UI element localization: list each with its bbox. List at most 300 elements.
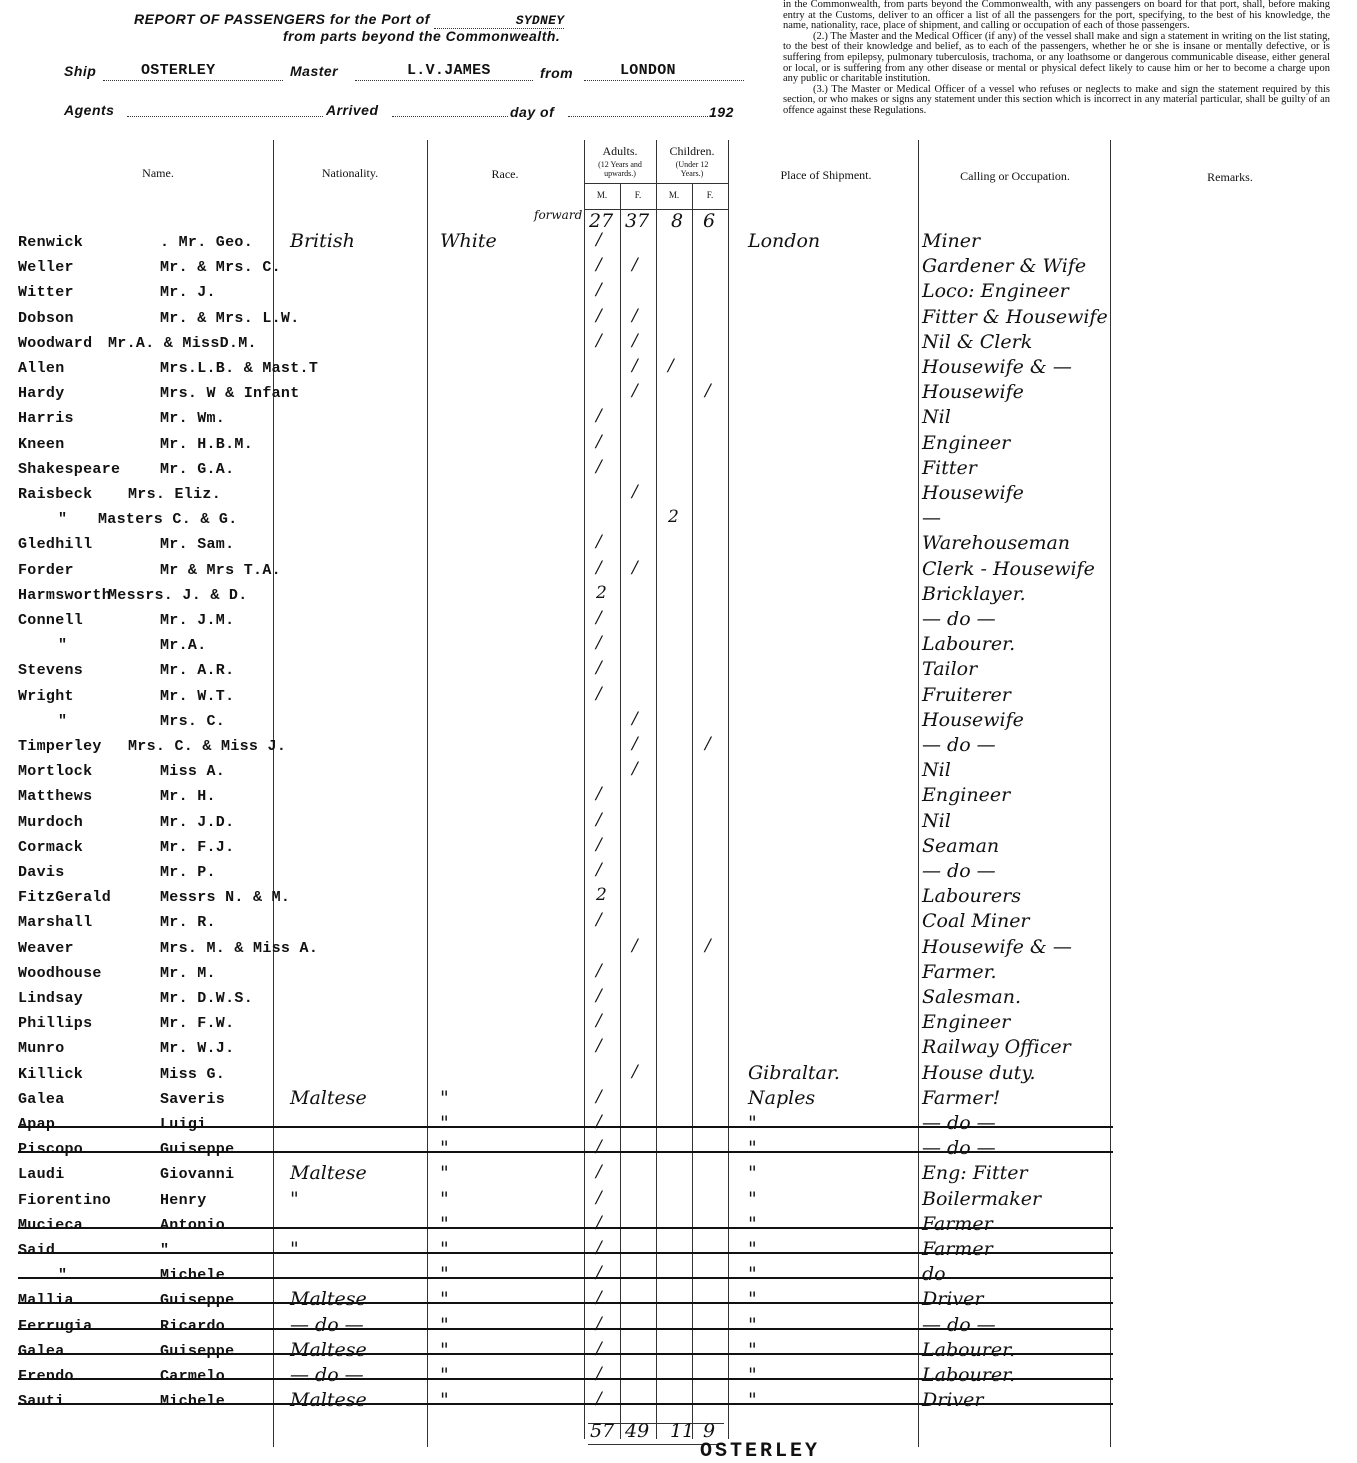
given-name: Mrs. M. & Miss A. (160, 939, 319, 957)
adults-m: / (596, 608, 602, 628)
given-name: Mrs. Eliz. (128, 486, 222, 503)
adults-f: / (632, 356, 638, 376)
adults-m: / (596, 456, 602, 477)
strike-line (18, 1252, 1113, 1254)
race: " (440, 1187, 449, 1210)
surname: Kneen (18, 435, 65, 453)
adults-m: / (596, 557, 602, 578)
place-of-shipment: " (748, 1288, 757, 1311)
nationality: Maltese (290, 1162, 367, 1185)
surname: Fiorentino (18, 1191, 112, 1209)
table-row (0, 456, 1357, 484)
occupation: Eng: Fitter (922, 1162, 1028, 1185)
master-value: L.V.JAMES (407, 62, 491, 79)
adults-m: / (596, 1212, 602, 1233)
occupation: Bricklayer. (922, 582, 1026, 605)
given-name: Antonio (160, 1216, 226, 1234)
table-row (0, 1366, 1357, 1391)
surname: " (58, 637, 68, 655)
given-name: Mr. & Mrs. C. (160, 259, 281, 277)
surname: Ferrugia (18, 1317, 93, 1335)
adults-m: 2 (596, 885, 607, 906)
occupation: Gardener & Wife (922, 255, 1087, 278)
surname: " (58, 712, 68, 730)
table-row (0, 1338, 1357, 1366)
ship-value: OSTERLEY (141, 62, 216, 79)
children-f: / (705, 935, 711, 956)
table-row (0, 1164, 1357, 1189)
surname: Phillips (18, 1015, 93, 1033)
place-of-shipment: " (748, 1137, 757, 1160)
adults-f: / (632, 734, 638, 754)
adults-m: / (596, 1112, 602, 1132)
adults-m: / (596, 230, 602, 250)
occupation: Miner (922, 230, 981, 252)
surname: FitzGerald (18, 889, 112, 907)
footer-ship-stamp: OSTERLEY (700, 1440, 821, 1463)
master-label: Master (290, 63, 339, 79)
surname: Said (18, 1242, 56, 1259)
race: " (440, 1288, 449, 1311)
adults-m: / (596, 280, 602, 301)
surname: Raisbeck (18, 486, 93, 503)
col-place: Place of Shipment. (780, 168, 872, 182)
given-name: Mr. J.D. (160, 813, 235, 831)
col-children-f: F. (706, 190, 714, 200)
surname: Allen (18, 360, 65, 377)
adults-m: / (596, 860, 602, 880)
adults-m: / (596, 305, 602, 326)
given-name: Mrs. C. & Miss J. (128, 738, 287, 755)
surname: Forder (18, 561, 74, 579)
given-name: Guiseppe (160, 1292, 235, 1310)
occupation: Seaman (922, 834, 1000, 857)
given-name: Mr. J.M. (160, 612, 235, 629)
adults-m: / (596, 1364, 602, 1384)
table-row (0, 912, 1357, 937)
occupation: Farmer (922, 1238, 993, 1260)
table-row (0, 557, 1357, 585)
given-name: Mr. Sam. (160, 536, 235, 554)
occupation: Fruiterer (922, 683, 1011, 706)
occupation: Nil (922, 759, 951, 782)
agents-field (127, 100, 323, 117)
port-value: SYDNEY (515, 13, 565, 28)
given-name: Mr. F.J. (160, 838, 235, 856)
adults-m: / (596, 1162, 602, 1183)
given-name: Mr & Mrs T.A. (160, 561, 281, 579)
adults-f: / (632, 557, 638, 578)
occupation: — do — (922, 1112, 996, 1134)
surname: Shakespeare (18, 460, 121, 478)
legal-p3: (3.) The Master or Medical Officer of a vessel who refuses or neglects to make and sign the statement required by this section, or who makes or signs any statement under this section which is incorrect in any material particular, shall be guilty of an offence against these Regulations. (783, 83, 1330, 116)
strike-line (18, 1353, 1113, 1355)
given-name: Messrs N. & M. (160, 889, 291, 907)
given-name: Mr. H. (160, 788, 216, 806)
surname: Frendo (18, 1368, 74, 1385)
surname: Marshall (18, 914, 93, 932)
occupation: Farmer (922, 1212, 993, 1235)
surname: Mortlock (18, 763, 93, 781)
surname: " (58, 511, 68, 529)
adults-f: / (632, 482, 638, 502)
table-row (0, 660, 1357, 685)
table-row (0, 809, 1357, 837)
table-row (0, 960, 1357, 988)
table-row (0, 761, 1357, 786)
nationality: Maltese (290, 1389, 367, 1412)
occupation: Driver (922, 1389, 984, 1412)
given-name: Mr. W.T. (160, 687, 235, 705)
table-row (0, 232, 1357, 257)
race: " (440, 1364, 449, 1386)
arrived-field (392, 100, 508, 117)
occupation: Labourer. (922, 1364, 1016, 1386)
given-name: Henry (160, 1191, 207, 1209)
adults-f: / (632, 255, 638, 276)
race: " (440, 1238, 449, 1260)
given-name: Saveris (160, 1090, 226, 1108)
strike-line (18, 1302, 1113, 1304)
given-name: Masters C. & G. (98, 511, 238, 529)
nationality: Maltese (290, 1338, 367, 1361)
occupation: Nil (922, 809, 951, 832)
adults-f: / (632, 330, 638, 351)
place-of-shipment: " (748, 1313, 757, 1336)
occupation: — (922, 507, 941, 530)
adults-m: / (596, 1263, 602, 1284)
table-row (0, 1265, 1357, 1290)
surname: Apap (18, 1116, 56, 1133)
occupation: — do — (922, 734, 996, 756)
adults-m: / (596, 1288, 602, 1309)
given-name: Mr. A.R. (160, 662, 235, 680)
surname: Cormack (18, 838, 84, 856)
table-row (0, 683, 1357, 711)
place-of-shipment: London (748, 230, 821, 252)
race: " (440, 1162, 449, 1185)
children-f: / (705, 734, 711, 754)
from-label: from (540, 65, 574, 81)
adults-m: / (596, 1011, 602, 1032)
place-of-shipment: " (748, 1162, 757, 1185)
given-name: Guiseppe (160, 1342, 235, 1360)
from-value: LONDON (620, 62, 676, 79)
given-name: Carmelo (160, 1368, 226, 1385)
master-field (355, 62, 533, 81)
col-nationality: Nationality. (321, 166, 379, 180)
table-row (0, 1038, 1357, 1063)
given-name: Mr.A. & MissD.M. (108, 334, 257, 352)
adults-m: / (596, 1338, 602, 1359)
adults-m: / (596, 960, 602, 981)
surname: Woodhouse (18, 964, 102, 982)
strike-line (18, 1151, 1113, 1153)
col-adults: Adults. (602, 144, 638, 158)
nationality: British (290, 230, 355, 252)
surname: Davis (18, 864, 65, 881)
adults-m: / (596, 255, 602, 276)
given-name: Mr. D.W.S. (160, 990, 254, 1007)
header-rule-adults (584, 183, 728, 184)
legal-p1: in the Commonwealth, from parts beyond the Commonwealth, with any passengers on board for that port, shall, before making entry at the Customs, deliver to an officer a list of all the passengers for the port, specifying, to the best of his knowledge, the name, nationality, race, place of shipment, and calling or occupation of each of those passengers. (783, 0, 1330, 32)
table-row (0, 509, 1357, 534)
adults-f: / (632, 381, 638, 402)
surname: Mallia (18, 1292, 74, 1310)
place-of-shipment: Naples (748, 1086, 816, 1109)
occupation: Housewife (922, 381, 1024, 404)
col-adults-f: F. (634, 190, 642, 200)
table-row (0, 736, 1357, 761)
adults-m: / (596, 1137, 602, 1158)
occupation: Labourers (922, 885, 1021, 908)
adults-m: / (596, 683, 602, 704)
occupation: Farmer. (922, 960, 997, 983)
given-name: Mr. F.W. (160, 1015, 235, 1033)
table-row (0, 1212, 1357, 1240)
surname: " (58, 1267, 68, 1285)
given-name: Ricardo (160, 1317, 226, 1335)
adults-m: 2 (596, 582, 607, 603)
strike-line (18, 1227, 1113, 1229)
table-row (0, 1013, 1357, 1038)
table-row (0, 635, 1357, 660)
occupation: Boilermaker (922, 1187, 1042, 1210)
adults-m: / (596, 658, 602, 679)
occupation: Driver (922, 1288, 984, 1311)
forward-children-m: 8 (671, 210, 684, 232)
race: " (440, 1086, 449, 1109)
occupation: Farmer! (922, 1086, 1001, 1109)
occupation: Housewife & — (922, 935, 1072, 958)
adults-m: / (596, 330, 602, 351)
nationality: — do — (290, 1313, 364, 1336)
col-race: Race. (491, 167, 519, 181)
surname: Stevens (18, 662, 84, 680)
surname: Matthews (18, 788, 93, 806)
strike-line (18, 1328, 1113, 1330)
strike-line (18, 1126, 1113, 1128)
given-name: Mrs.L.B. & Mast.T (160, 360, 319, 377)
year-value: 192 (709, 104, 734, 120)
surname: Dobson (18, 309, 74, 327)
occupation: Salesman. (922, 986, 1022, 1008)
surname: Mucieca (18, 1216, 84, 1234)
given-name: Mr. & Mrs. L.W. (160, 309, 300, 327)
adults-m: / (596, 1238, 602, 1258)
table-row (0, 257, 1357, 282)
adults-m: / (596, 1187, 602, 1208)
adults-m: / (596, 1086, 602, 1107)
nationality: Maltese (290, 1086, 367, 1109)
given-name: Mr. G.A. (160, 460, 235, 478)
surname: Hardy (18, 385, 65, 403)
surname: Galea (18, 1342, 65, 1360)
table-row (0, 282, 1357, 307)
total-adults-m: 57 (590, 1420, 615, 1442)
ship-label: Ship (64, 63, 97, 79)
surname: Harris (18, 410, 74, 428)
strike-line (18, 1403, 1113, 1405)
table-row (0, 408, 1357, 433)
given-name: Guiseppe (160, 1141, 235, 1159)
col-name: Name. (142, 166, 174, 180)
table-row (0, 1240, 1357, 1265)
surname: Piscopo (18, 1141, 84, 1159)
forward-adults-m: 27 (589, 210, 614, 232)
strike-line (18, 1277, 1113, 1279)
table-row (0, 484, 1357, 509)
given-name: Luigi (160, 1116, 207, 1133)
given-name: Mrs. W & Infant (160, 385, 300, 403)
occupation: — do — (922, 1137, 996, 1160)
adults-m: / (596, 1036, 602, 1057)
table-row (0, 1313, 1357, 1341)
occupation: House duty. (922, 1061, 1036, 1084)
strike-line (18, 1378, 1113, 1380)
adults-f: / (632, 708, 638, 729)
given-name: Mr. P. (160, 864, 216, 881)
agents-label: Agents (64, 102, 115, 118)
adults-m: / (596, 834, 602, 855)
table-row (0, 534, 1357, 559)
given-name: Miss G. (160, 1065, 226, 1083)
place-of-shipment: Gibraltar. (748, 1061, 840, 1084)
table-row (0, 383, 1357, 408)
table-row (0, 1187, 1357, 1215)
adults-m: / (596, 1389, 602, 1410)
arrived-label: Arrived (326, 102, 379, 118)
children-f: / (705, 381, 711, 402)
month-field (568, 100, 708, 117)
given-name: Mr. M. (160, 964, 216, 982)
total-children-f: 9 (703, 1420, 716, 1442)
surname: Witter (18, 284, 74, 302)
adults-f: / (632, 935, 638, 956)
occupation: Nil (922, 406, 951, 429)
table-row (0, 358, 1357, 383)
table-row (0, 1086, 1357, 1114)
given-name: Mr. Wm. (160, 410, 226, 428)
col-adults-m: M. (596, 190, 608, 200)
occupation: Railway Officer (922, 1036, 1071, 1059)
surname: Wright (18, 687, 74, 705)
occupation: Fitter & Housewife (922, 305, 1108, 328)
forward-children-f: 6 (703, 210, 716, 232)
race: " (440, 1137, 449, 1160)
table-row (0, 1114, 1357, 1139)
table-row (0, 862, 1357, 887)
table-row (0, 330, 1357, 358)
ship-field (103, 62, 283, 81)
legal-p2: (2.) The Master and the Medical Officer (if any) of the vessel shall make and sign a statement in writing on the list stating, to the best of their knowledge and belief, as to each of the passengers, whether he or she is insane or mentally defective, or is suffering from epilepsy, pulmonary tuberculosis, trachoma, or any loathsome or dangerous communicable disease, either general or local, or is suffering from any other disease or mental or physical defect likely to cause him or her to become a charge upon any public or charitable institution. (783, 30, 1330, 85)
adults-m: / (596, 406, 602, 427)
race: " (440, 1338, 449, 1361)
given-name: Messrs. J. & D. (108, 586, 248, 604)
nationality: Maltese (290, 1288, 367, 1311)
given-name: Mrs. C. (160, 712, 226, 730)
adults-m: / (596, 809, 602, 830)
surname: Galea (18, 1090, 65, 1108)
race: White (440, 230, 497, 252)
surname: Timperley (18, 738, 102, 755)
table-row (0, 834, 1357, 862)
adults-m: / (596, 784, 602, 805)
given-name: Mr.A. (160, 637, 207, 655)
given-name: Michele (160, 1393, 226, 1411)
col-children: Children. (669, 144, 715, 158)
given-name: . Mr. Geo. (160, 234, 254, 251)
surname: Woodward (18, 334, 93, 352)
nationality: " (290, 1238, 299, 1260)
adults-m: / (596, 532, 602, 553)
forward-note: forward (534, 208, 583, 222)
children-m: 2 (668, 507, 679, 528)
surname: Lindsay (18, 990, 84, 1007)
nationality: — do — (290, 1364, 364, 1386)
given-name: Miss A. (160, 763, 226, 781)
nationality: " (290, 1187, 299, 1210)
surname: Laudi (18, 1166, 65, 1184)
surname: Harmsworth (18, 586, 112, 604)
occupation: — do — (922, 860, 996, 882)
occupation: do (922, 1263, 946, 1286)
place-of-shipment: " (748, 1238, 757, 1260)
place-of-shipment: " (748, 1338, 757, 1361)
table-row (0, 582, 1357, 610)
total-children-m: 11 (670, 1420, 695, 1442)
race: " (440, 1112, 449, 1134)
surname: Sauti (18, 1393, 65, 1411)
adults-f: / (632, 305, 638, 326)
table-row (0, 1290, 1357, 1315)
surname: Gledhill (18, 536, 93, 554)
table-row (0, 431, 1357, 459)
surname: Murdoch (18, 813, 84, 831)
surname: Renwick (18, 234, 84, 251)
col-children-m: M. (668, 190, 680, 200)
given-name: Mr. H.B.M. (160, 435, 254, 453)
surname: Killick (18, 1065, 84, 1083)
col-children-sub: (Under 12 Years.) (675, 160, 709, 178)
place-of-shipment: " (748, 1364, 757, 1386)
race: " (440, 1389, 449, 1412)
table-row (0, 786, 1357, 811)
place-of-shipment: " (748, 1263, 757, 1286)
title-line2: from parts beyond the Commonwealth. (283, 28, 561, 44)
occupation: Tailor (922, 658, 978, 681)
occupation: Housewife & — (922, 356, 1072, 378)
occupation: Clerk - Housewife (922, 557, 1095, 580)
occupation: Labourer. (922, 633, 1016, 656)
adults-f: / (632, 759, 638, 780)
given-name: " (160, 1242, 170, 1259)
place-of-shipment: " (748, 1212, 757, 1235)
adults-m: / (596, 1313, 602, 1334)
given-name: Mr. J. (160, 284, 216, 302)
forward-adults-f: 37 (625, 210, 650, 232)
table-row (0, 935, 1357, 963)
legal-text (783, 0, 1330, 117)
race: " (440, 1313, 449, 1336)
occupation: — do — (922, 1313, 996, 1336)
given-name: Mr. W.J. (160, 1040, 235, 1058)
place-of-shipment: " (748, 1112, 757, 1134)
children-m: / (668, 356, 674, 376)
table-row (0, 1391, 1357, 1416)
occupation: — do — (922, 608, 996, 630)
adults-m: / (596, 633, 602, 654)
